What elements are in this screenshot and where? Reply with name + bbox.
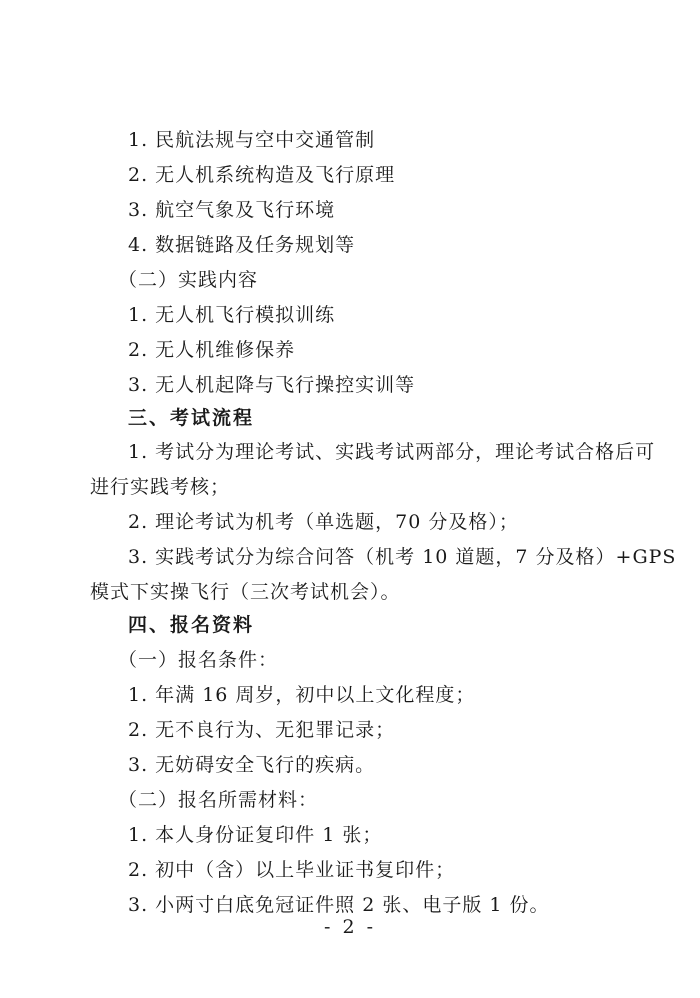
practice-item-1: 1. 无人机飞行模拟训练 bbox=[128, 304, 336, 326]
exam-item-1-line-1: 1. 考试分为理论考试、实践考试两部分，理论考试合格后可 bbox=[128, 441, 656, 463]
theory-item-1: 1. 民航法规与空中交通管制 bbox=[128, 129, 376, 151]
practice-subheading: （二）实践内容 bbox=[118, 269, 259, 291]
exam-item-3-line-2: 模式下实操飞行（三次考试机会）。 bbox=[90, 581, 401, 603]
condition-item-3: 3. 无妨碍安全飞行的疾病。 bbox=[128, 754, 376, 776]
material-item-3: 3. 小两寸白底免冠证件照 2 张、电子版 1 份。 bbox=[128, 894, 550, 916]
theory-item-3: 3. 航空气象及飞行环境 bbox=[128, 199, 336, 221]
condition-item-1: 1. 年满 16 周岁，初中以上文化程度； bbox=[128, 684, 476, 706]
conditions-subheading: （一）报名条件： bbox=[118, 649, 279, 671]
exam-process-heading: 三、考试流程 bbox=[128, 407, 255, 429]
theory-item-2: 2. 无人机系统构造及飞行原理 bbox=[128, 164, 396, 186]
theory-item-4: 4. 数据链路及任务规划等 bbox=[128, 234, 356, 256]
exam-item-3-line-1: 3. 实践考试分为综合问答（机考 10 道题，7 分及格）+GPS bbox=[128, 546, 677, 568]
exam-item-1-line-2: 进行实践考核； bbox=[90, 476, 231, 498]
practice-item-2: 2. 无人机维修保养 bbox=[128, 339, 296, 361]
condition-item-2: 2. 无不良行为、无犯罪记录； bbox=[128, 719, 396, 741]
exam-item-2: 2. 理论考试为机考（单选题，70 分及格）； bbox=[128, 511, 519, 533]
materials-subheading: （二）报名所需材料： bbox=[118, 789, 319, 811]
page-number: - 2 - bbox=[323, 916, 376, 938]
registration-heading: 四、报名资料 bbox=[128, 614, 255, 636]
material-item-2: 2. 初中（含）以上毕业证书复印件； bbox=[128, 859, 456, 881]
practice-item-3: 3. 无人机起降与飞行操控实训等 bbox=[128, 374, 416, 396]
material-item-1: 1. 本人身份证复印件 1 张； bbox=[128, 824, 383, 846]
